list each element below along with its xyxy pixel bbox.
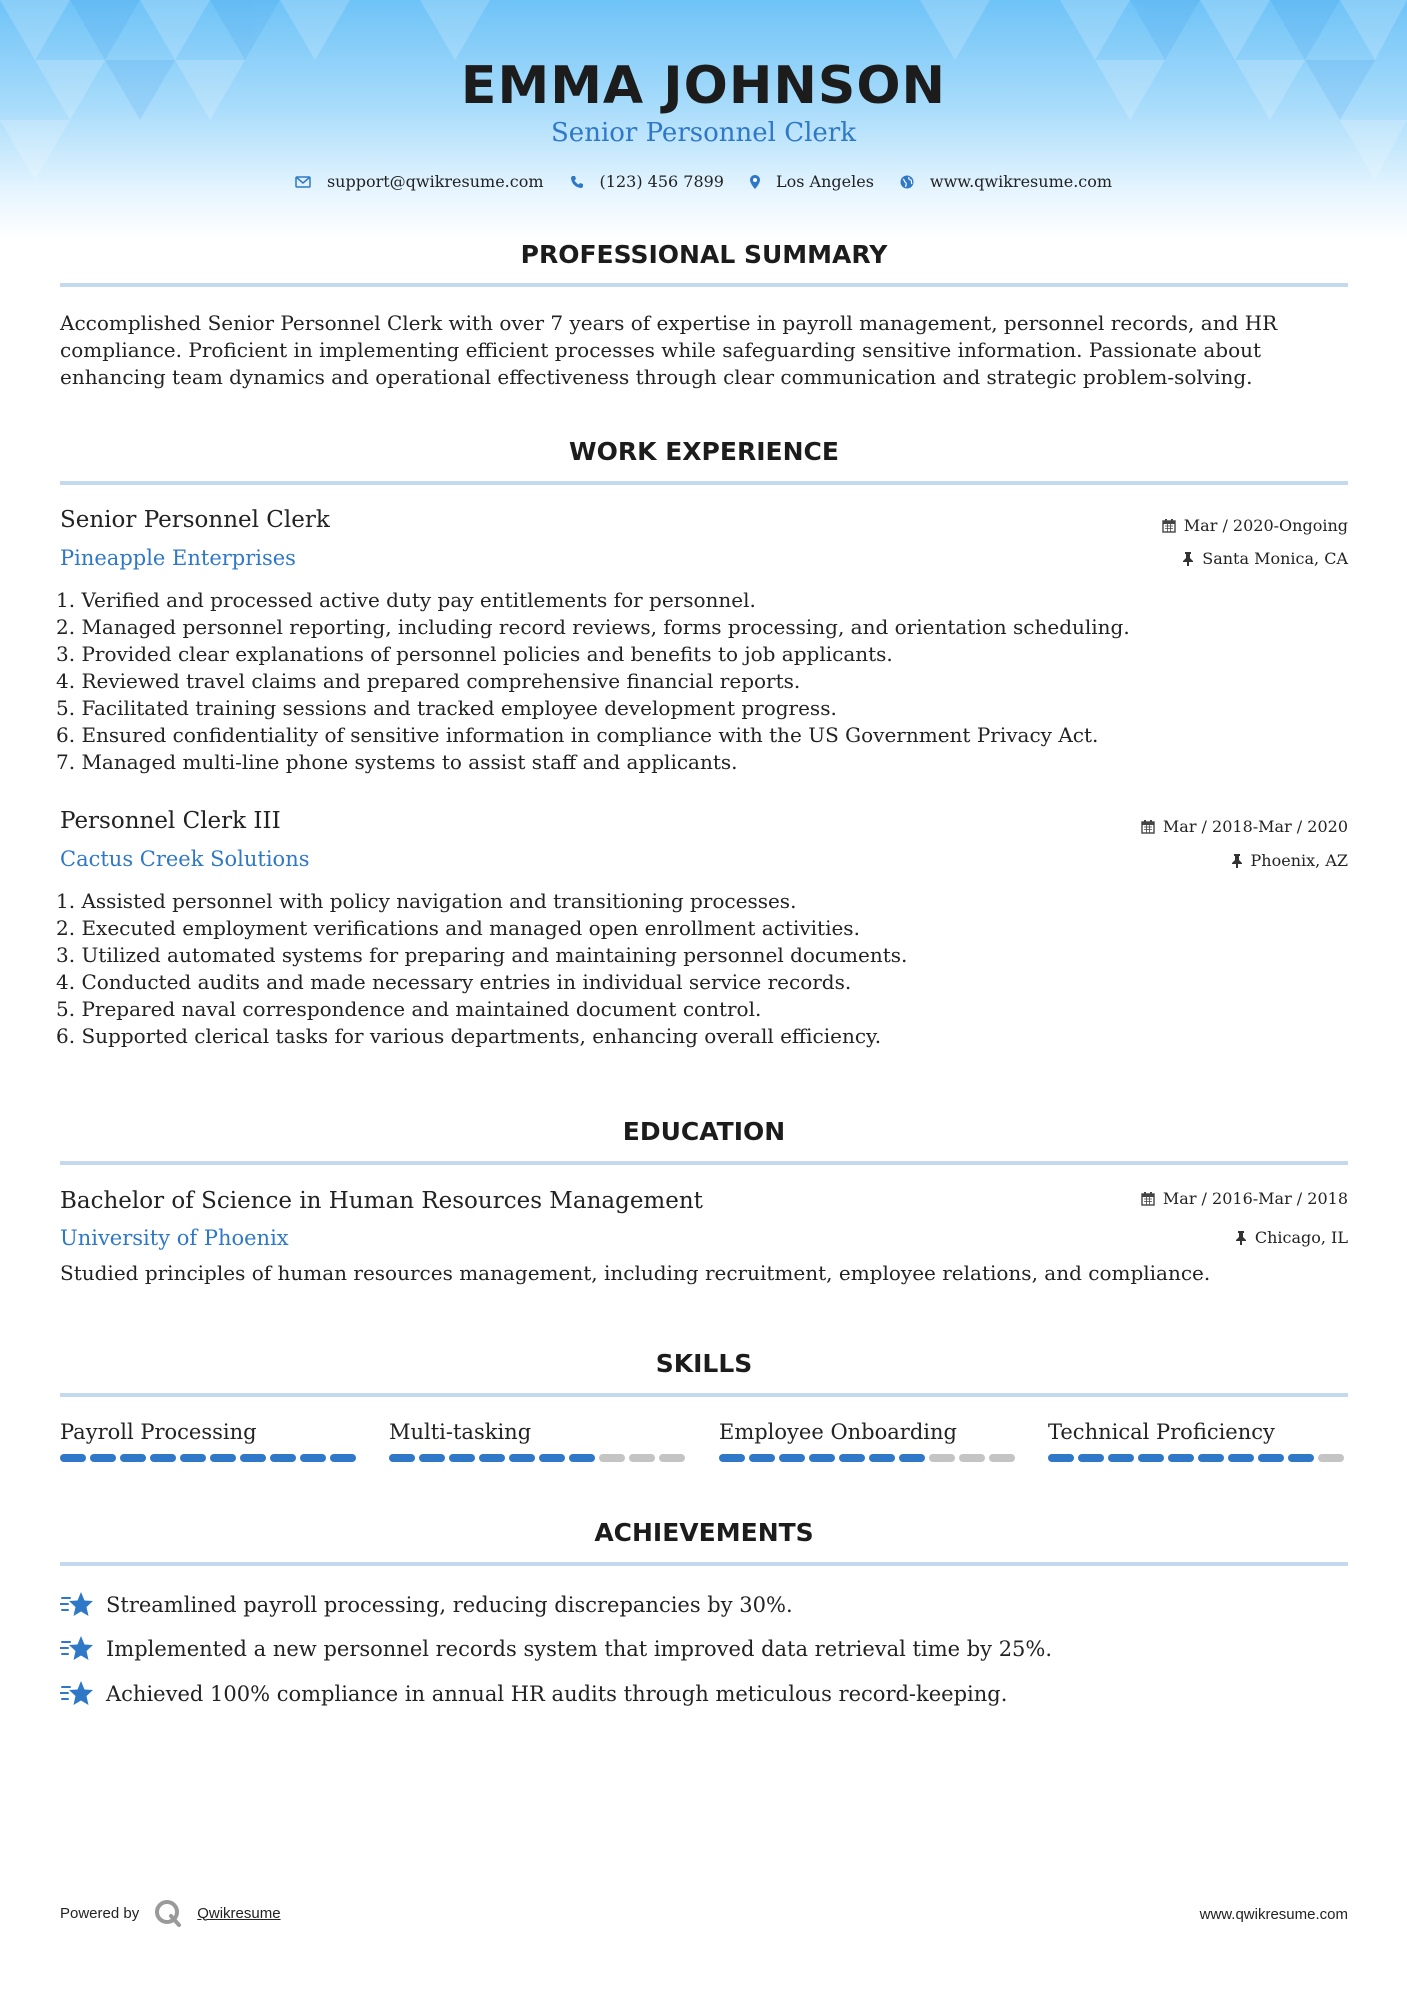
skill-segment-empty bbox=[1318, 1454, 1344, 1462]
skill-level-bar bbox=[389, 1454, 689, 1462]
job-company: Cactus Creek Solutions bbox=[60, 847, 310, 871]
skill-segment-filled bbox=[569, 1454, 595, 1462]
section-divider bbox=[60, 481, 1348, 485]
star-icon bbox=[60, 1679, 94, 1709]
qwikresume-logo-icon bbox=[153, 1898, 183, 1928]
job-bullets bbox=[56, 587, 1344, 776]
job-location bbox=[1231, 851, 1348, 870]
pushpin-icon bbox=[1182, 552, 1194, 566]
job-dates-text: Mar / 2020-Ongoing bbox=[1183, 516, 1348, 535]
star-icon bbox=[60, 1590, 94, 1620]
list-item: 1. Assisted personnel with policy navigation and transitioning processes. bbox=[56, 889, 797, 913]
education-dates bbox=[1141, 1189, 1348, 1208]
skill-segment-filled bbox=[60, 1454, 86, 1462]
list-item: 4. Reviewed travel claims and prepared comprehensive financial reports. bbox=[56, 669, 801, 693]
skill-segment-filled bbox=[1258, 1454, 1284, 1462]
email-text: support@qwikresume.com bbox=[326, 172, 544, 191]
skill-level-bar bbox=[1048, 1454, 1348, 1462]
list-item: 2. Managed personnel reporting, including record reviews, forms processing, and orientation scheduling. bbox=[56, 615, 1130, 639]
job-dates bbox=[1162, 516, 1348, 535]
pushpin-icon bbox=[1231, 854, 1243, 868]
skill-segment-filled bbox=[899, 1454, 925, 1462]
education-location bbox=[1235, 1228, 1348, 1247]
contact-location bbox=[750, 172, 874, 191]
section-title-skills: SKILLS bbox=[655, 1349, 753, 1378]
skill-segment-filled bbox=[240, 1454, 266, 1462]
section-title-education: EDUCATION bbox=[622, 1117, 786, 1146]
skill-segment-filled bbox=[839, 1454, 865, 1462]
map-pin-icon bbox=[750, 175, 760, 189]
skill-name: Employee Onboarding bbox=[719, 1420, 957, 1444]
skill-level-bar bbox=[60, 1454, 360, 1462]
contact-email[interactable] bbox=[295, 172, 544, 191]
skill-segment-filled bbox=[1288, 1454, 1314, 1462]
skill-segment-filled bbox=[270, 1454, 296, 1462]
education-dates-text: Mar / 2016-Mar / 2018 bbox=[1162, 1189, 1348, 1208]
education-description: Studied principles of human resources management, including recruitment, employee relations, and compliance. bbox=[60, 1261, 1211, 1285]
contact-phone[interactable] bbox=[570, 172, 724, 191]
skill-segment-filled bbox=[779, 1454, 805, 1462]
skill-segment-empty bbox=[959, 1454, 985, 1462]
skill-segment-filled bbox=[719, 1454, 745, 1462]
powered-by-label: Powered by bbox=[60, 1904, 140, 1922]
achievement-item bbox=[60, 1679, 1007, 1709]
footer-website-link[interactable]: www.qwikresume.com bbox=[1199, 1906, 1348, 1923]
job-bullets bbox=[56, 888, 1344, 1050]
summary-text: Accomplished Senior Personnel Clerk with over 7 years of expertise in payroll management, personnel records, and HR compliance. Proficient in implementing efficient processes while safeguarding sensitive information. Passionate about enhancing team dynamics and operational effectiveness through clear communication and strategic problem-solving. bbox=[60, 311, 1278, 389]
list-item: 5. Prepared naval correspondence and maintained document control. bbox=[56, 997, 762, 1021]
envelope-icon bbox=[295, 176, 311, 188]
skill-segment-filled bbox=[1168, 1454, 1194, 1462]
skill-name: Multi-tasking bbox=[389, 1420, 532, 1444]
skill-segment-filled bbox=[1228, 1454, 1254, 1462]
skill-item bbox=[719, 1420, 1019, 1462]
skill-segment-filled bbox=[1078, 1454, 1104, 1462]
section-divider bbox=[60, 1161, 1348, 1165]
education-location-text: Chicago, IL bbox=[1254, 1228, 1348, 1247]
contact-website[interactable] bbox=[900, 172, 1112, 191]
skill-segment-filled bbox=[389, 1454, 415, 1462]
skill-segment-filled bbox=[869, 1454, 895, 1462]
contact-bar bbox=[0, 172, 1407, 191]
list-item: 4. Conducted audits and made necessary entries in individual service records. bbox=[56, 970, 852, 994]
list-item: 2. Executed employment verifications and managed open enrollment activities. bbox=[56, 916, 860, 940]
list-item: 7. Managed multi-line phone systems to assist staff and applicants. bbox=[56, 750, 738, 774]
pushpin-icon bbox=[1235, 1231, 1247, 1245]
skill-segment-empty bbox=[989, 1454, 1015, 1462]
achievement-item bbox=[60, 1634, 1052, 1664]
location-text: Los Angeles bbox=[775, 172, 874, 191]
skill-segment-filled bbox=[120, 1454, 146, 1462]
list-item: 3. Utilized automated systems for preparing and maintaining personnel documents. bbox=[56, 943, 908, 967]
qwikresume-link[interactable]: Qwikresume bbox=[197, 1904, 281, 1922]
phone-text: (123) 456 7899 bbox=[599, 172, 724, 191]
skill-segment-filled bbox=[449, 1454, 475, 1462]
section-title-achievements: ACHIEVEMENTS bbox=[594, 1518, 814, 1547]
skill-segment-filled bbox=[749, 1454, 775, 1462]
skill-segment-filled bbox=[330, 1454, 356, 1462]
skill-segment-filled bbox=[150, 1454, 176, 1462]
skill-item bbox=[389, 1420, 689, 1462]
skill-segment-filled bbox=[1048, 1454, 1074, 1462]
phone-icon bbox=[570, 175, 584, 189]
achievement-text: Achieved 100% compliance in annual HR audits through meticulous record-keeping. bbox=[106, 1682, 1008, 1706]
calendar-icon bbox=[1141, 1192, 1155, 1206]
skill-segment-empty bbox=[599, 1454, 625, 1462]
skill-segment-filled bbox=[1108, 1454, 1134, 1462]
section-divider bbox=[60, 1393, 1348, 1397]
job-location bbox=[1182, 549, 1348, 568]
calendar-icon bbox=[1162, 519, 1176, 533]
skill-name: Payroll Processing bbox=[60, 1420, 257, 1444]
skill-item bbox=[1048, 1420, 1348, 1462]
skill-segment-filled bbox=[210, 1454, 236, 1462]
footer-powered-by bbox=[60, 1898, 281, 1928]
skill-segment-empty bbox=[629, 1454, 655, 1462]
section-title-summary: PROFESSIONAL SUMMARY bbox=[520, 240, 888, 269]
job-dates-text: Mar / 2018-Mar / 2020 bbox=[1162, 817, 1348, 836]
job-company: Pineapple Enterprises bbox=[60, 546, 296, 570]
list-item: 6. Supported clerical tasks for various departments, enhancing overall efficiency. bbox=[56, 1024, 882, 1048]
job-dates bbox=[1141, 817, 1348, 836]
star-icon bbox=[60, 1634, 94, 1664]
skill-segment-filled bbox=[180, 1454, 206, 1462]
job-location-text: Santa Monica, CA bbox=[1202, 549, 1348, 568]
list-item: 3. Provided clear explanations of personnel policies and benefits to job applicants. bbox=[56, 642, 893, 666]
skill-segment-filled bbox=[1198, 1454, 1224, 1462]
section-divider bbox=[60, 283, 1348, 287]
education-school: University of Phoenix bbox=[60, 1226, 289, 1250]
skill-segment-empty bbox=[659, 1454, 685, 1462]
list-item: 1. Verified and processed active duty pay entitlements for personnel. bbox=[56, 588, 756, 612]
job-location-text: Phoenix, AZ bbox=[1250, 851, 1348, 870]
section-title-experience: WORK EXPERIENCE bbox=[569, 437, 839, 466]
job-title: Personnel Clerk III bbox=[60, 808, 281, 834]
skill-segment-filled bbox=[300, 1454, 326, 1462]
candidate-name: EMMA JOHNSON bbox=[460, 56, 947, 116]
website-text: www.qwikresume.com bbox=[929, 172, 1113, 191]
skill-segment-empty bbox=[929, 1454, 955, 1462]
achievement-text: Implemented a new personnel records system that improved data retrieval time by 25%. bbox=[106, 1637, 1053, 1661]
globe-icon bbox=[900, 175, 914, 189]
skill-name: Technical Proficiency bbox=[1048, 1420, 1275, 1444]
calendar-icon bbox=[1141, 820, 1155, 834]
achievement-item bbox=[60, 1590, 793, 1620]
achievement-text: Streamlined payroll processing, reducing discrepancies by 30%. bbox=[106, 1593, 793, 1617]
skill-segment-filled bbox=[509, 1454, 535, 1462]
list-item: 6. Ensured confidentiality of sensitive information in compliance with the US Government Privacy Act. bbox=[56, 723, 1099, 747]
skill-segment-filled bbox=[539, 1454, 565, 1462]
skill-segment-filled bbox=[809, 1454, 835, 1462]
list-item: 5. Facilitated training sessions and tracked employee development progress. bbox=[56, 696, 837, 720]
skill-segment-filled bbox=[90, 1454, 116, 1462]
skill-level-bar bbox=[719, 1454, 1019, 1462]
job-title: Senior Personnel Clerk bbox=[60, 507, 330, 533]
candidate-title: Senior Personnel Clerk bbox=[551, 118, 856, 148]
skill-segment-filled bbox=[479, 1454, 505, 1462]
skill-segment-filled bbox=[419, 1454, 445, 1462]
section-divider bbox=[60, 1562, 1348, 1566]
education-degree: Bachelor of Science in Human Resources Management bbox=[60, 1188, 703, 1214]
skill-segment-filled bbox=[1138, 1454, 1164, 1462]
skill-item bbox=[60, 1420, 360, 1462]
